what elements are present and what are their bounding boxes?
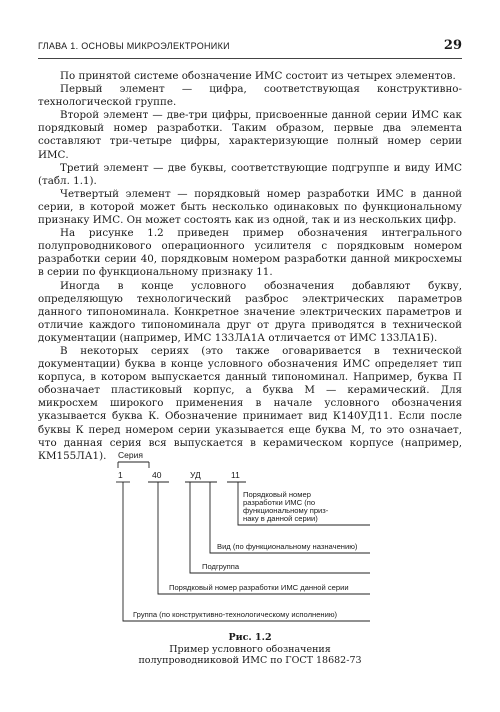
paragraph: По принятой системе обозначение ИМС состоит из четырех элементов. [60,70,456,82]
paragraph: Второй элемент — две-три цифры, присвоенные данной серии ИМС как порядковый номер разработки. Таким образом, первые два элемента составляют три-четыре цифры, характеризующие полный номер серии ИМС. [38,109,462,161]
paragraph: Иногда в конце условного обозначения добавляют букву, определяющую технологический разброс электрических параметров данного типономинала. Конкретное значение электрических параметров и отличие каждого типономинала друг от друга приводятся в технической документации (например, ИМС 133ЛА1А отличается от ИМС 133ЛА1Б). [38,279,462,344]
paragraph: Третий элемент — две буквы, соответствующие подгруппе и виду ИМС (табл. 1.1). [38,161,462,187]
figure-caption [0,632,500,667]
paragraph: Первый элемент — цифра, соответствующая конструктивно-технологической группе. [38,83,462,109]
label-subgroup: Подгруппа [202,562,240,571]
code-group: 1 [118,470,123,480]
label-dev-number-3: функциональному приз- [243,506,329,515]
label-series-number: Порядковый номер разработки ИМС данной серии [169,583,349,592]
page-number: 29 [443,38,462,53]
label-dev-number-1: Порядковый номер [243,490,311,499]
caption-line: Пример условного обозначения [169,643,331,655]
paragraph: Четвертый элемент — порядковый номер разработки ИМС в данной серии, в которой может быть несколько одинаковых по функциональному признаку ИМС. Он может состоять как из одной, так и из нескольких цифр. [38,187,462,227]
code-series: 40 [152,470,162,480]
paragraph: На рисунке 1.2 приведен пример обозначения интегрального полупроводникового операционного усилителя с порядковым номером разработки серии 40, порядковым номером разработки данной микросхемы в серии по функциональному признаку 11. [38,227,462,279]
code-dev-number: 11 [231,470,240,480]
series-label: Серия [118,450,143,460]
label-dev-number-2: разработки ИМС (по [243,498,316,507]
paragraph: В некоторых сериях (это также оговаривается в технической документации) буква в конце условного обозначения ИМС определяет тип корпуса, в котором выпускается данный типономинал. Например, буква П обозначает пластиковый корпус, а буква М — керамический. Для микросхем широкого применения в начале условного обозначения указывается буква К. Обозначение принимает вид К140УД11. Если после буквы К перед номером серии указывается еще буква М, то это означает, что данная серия вся выпускается в керамическом корпусе (например, КМ155ЛА1). [38,344,462,462]
label-dev-number-4: наку в данной серии) [243,514,318,523]
caption-line: полупроводниковой ИМС по ГОСТ 18682-73 [138,655,362,666]
label-kind: Вид (по функциональному назначению) [217,542,358,551]
chapter-title: ГЛАВА 1. ОСНОВЫ МИКРОЭЛЕКТРОНИКИ [38,41,230,51]
code-subgroup-kind: УД [190,470,201,480]
caption-number: Рис. 1.2 [228,632,272,643]
label-group: Группа (по конструктивно-технологическому исполнению) [133,610,338,619]
